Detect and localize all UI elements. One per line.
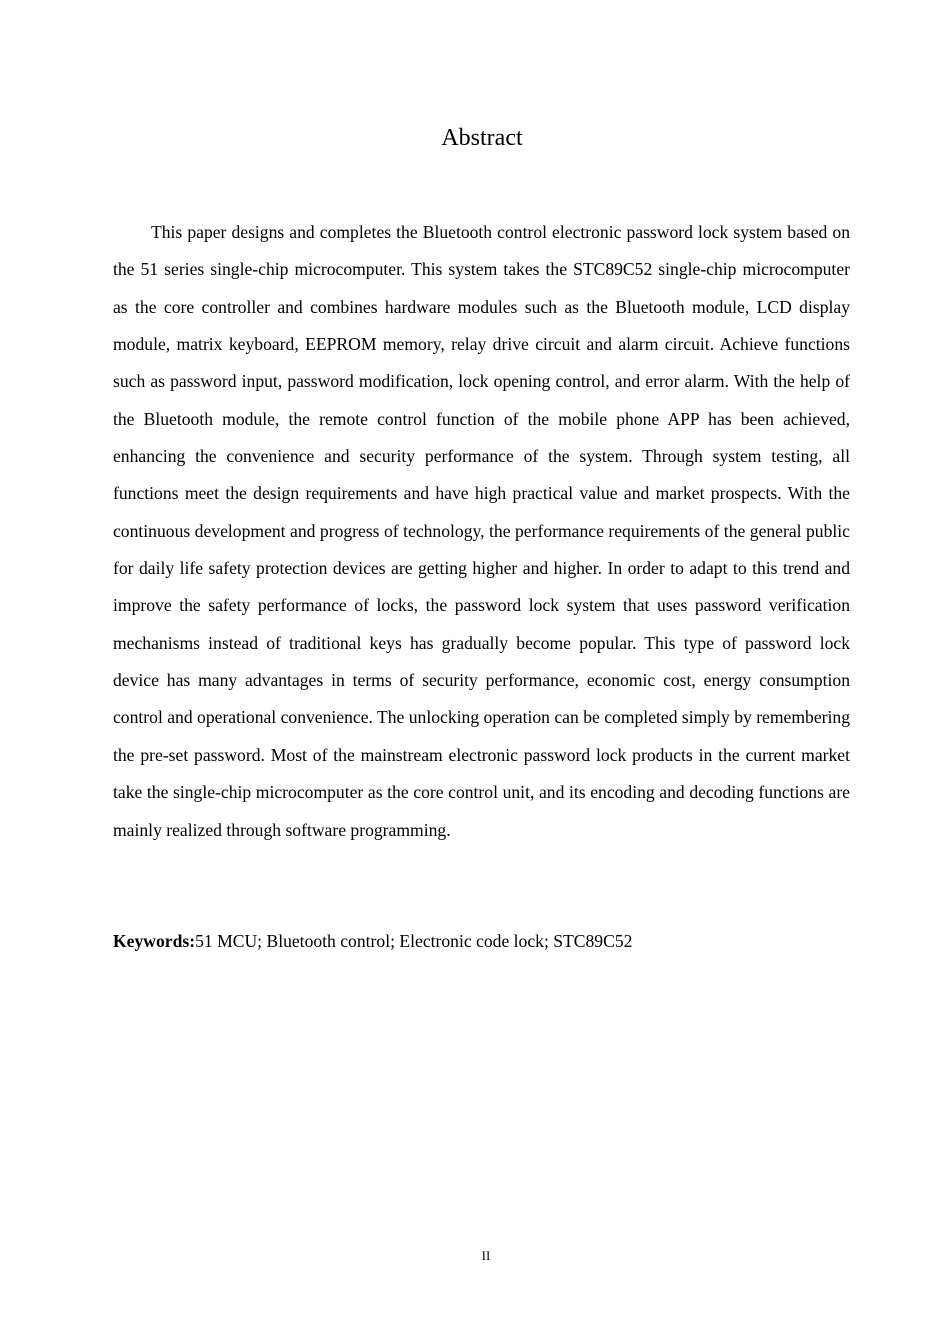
- page-title: Abstract: [441, 125, 523, 151]
- page-number: II: [481, 1248, 491, 1263]
- keywords-value: 51 MCU; Bluetooth control; Electronic code lock; STC89C52: [195, 931, 633, 951]
- keywords-line: [113, 926, 850, 956]
- keywords-label: Keywords:: [113, 931, 196, 951]
- abstract-paragraph: This paper designs and completes the Bluetooth control electronic password lock system based on the 51 series single-chip microcomputer. This system takes the STC89C52 single-chip microcomputer as the core controller and combines hardware modules such as the Bluetooth module, LCD display module, matrix keyboard, EEPROM memory, relay drive circuit and alarm circuit. Achieve functions such as password input, password modification, lock opening control, and error alarm. With the help of the Bluetooth module, the remote control function of the mobile phone APP has been achieved, enhancing the convenience and security performance of the system. Through system testing, all functions meet the design requirements and have high practical value and market prospects. With the continuous development and progress of technology, the performance requirements of the general public for daily life safety protection devices are getting higher and higher. In order to adapt to this trend and improve the safety performance of locks, the password lock system that uses password verification mechanisms instead of traditional keys has gradually become popular. This type of password lock device has many advantages in terms of security performance, economic cost, energy consumption control and operational convenience. The unlocking operation can be completed simply by remembering the pre-set password. Most of the mainstream electronic password lock products in the current market take the single-chip microcomputer as the core control unit, and its encoding and decoding functions are mainly realized through software programming.: [113, 222, 850, 840]
